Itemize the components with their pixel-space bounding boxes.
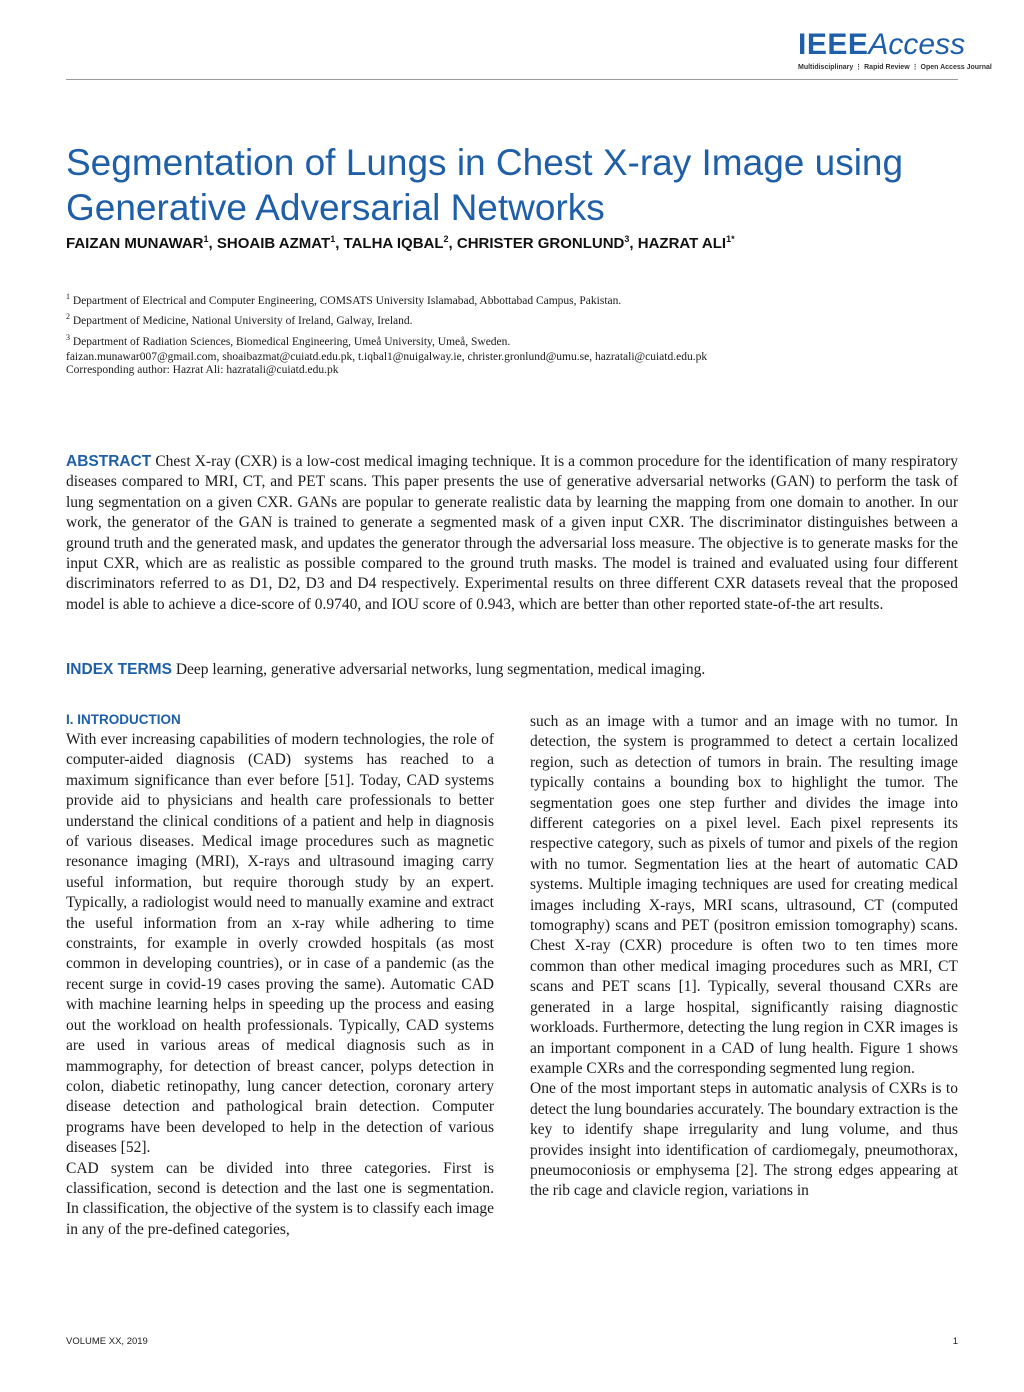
body-paragraph: With ever increasing capabilities of modern technologies, the role of computer-aided diagnosis (CAD) systems has reached to a maximum significance than ever before [51]. Today, CAD systems provide aid to physicians and health care professionals to better understand the clinical conditions of a patient and help in diagnosis of various diseases. Medical image procedures such as magnetic resonance imaging (MRI), X-rays and ultrasound imaging carry useful information, but require thorough study by an expert. Typically, a radiologist would need to manually examine and extract the useful information from an x-ray while adhering to time constraints, for example in overly crowded hospitals (as most common in developing countries), or in case of a pandemic (as the recent surge in covid-19 cases proving the same). Automatic CAD with machine learning helps in speeding up the process and easing out the workload on health professionals. Typically, CAD systems are used in various areas of medical diagnosis such as in mammography, for detection of breast cancer, polyps detection in colon, diabetic retinopathy, lung cancer detection, coronary artery disease detection and pathological brain detection. Computer programs have been developed to help in the detection of various diseases [52].: [66, 731, 494, 1157]
author-name: TALHA IQBAL: [343, 235, 444, 252]
author-affiliation-mark: 1: [330, 234, 336, 244]
author-name: SHOAIB AZMAT: [216, 235, 331, 252]
author-affiliation-mark: 1: [203, 234, 209, 244]
section-heading: I. INTRODUCTION: [66, 712, 181, 727]
body-paragraph: CAD system can be divided into three categories. First is classification, second is detection and the last one is segmentation. In classification, the objective of the system is to classify each image in any of the pre-defined categories,: [66, 1159, 494, 1238]
body-column-right: [530, 712, 958, 1202]
affiliations: [66, 289, 966, 365]
abstract: [66, 452, 958, 615]
body-column-left: [66, 710, 494, 1240]
affiliation-line: $^2$ Department of Medicine, National University of Ireland, Galway, Ireland.: [66, 312, 413, 328]
author-name: HAZRAT ALI: [637, 235, 727, 252]
author-affiliation-mark: 1*: [726, 234, 735, 244]
author-name: CHRISTER GRONLUND: [456, 235, 625, 252]
journal-tagline: Multidisciplinary ⋮ Rapid Review ⋮ Open Access Journal: [798, 64, 992, 71]
journal-logo-wordmark: IEEEAccess: [798, 28, 966, 61]
author-name: FAIZAN MUNAWAR: [66, 235, 204, 252]
affiliation-line: $^1$ Department of Electrical and Computer Engineering, COMSATS University Islamabad, Abbottabad Campus, Pakistan.: [66, 292, 622, 307]
corresponding-author: Corresponding author: Hazrat Ali: hazratali@cuiatd.edu.pk: [66, 364, 339, 376]
header-divider: [66, 79, 958, 80]
index-terms-text: Deep learning, generative adversarial networks, lung segmentation, medical imaging.: [175, 661, 706, 678]
paper-title: Segmentation of Lungs in Chest X-ray Image using Generative Adversarial Networks: [66, 142, 904, 228]
page-number: 1: [952, 1336, 958, 1347]
index-terms: [66, 660, 958, 680]
footer-volume: VOLUME XX, 2019: [66, 1336, 148, 1347]
author-affiliation-mark: 3: [624, 234, 630, 244]
author-list: FAIZAN MUNAWAR$^1$, SHOAIB AZMAT$^1$, TALHA IQBAL$^2$, CHRISTER GRONLUND$^3$, HAZRAT $ALI^{1*}$: [66, 234, 735, 252]
affiliation-line: $^3$ Department of Radiation Sciences, Biomedical Engineering, Umeå University, Umeå, Sweden.: [66, 332, 511, 348]
abstract-label: ABSTRACT: [66, 453, 152, 470]
journal-logo: [798, 28, 992, 71]
abstract-text: Chest X-ray (CXR) is a low-cost medical imaging technique. It is a common procedure for the identification of many respiratory diseases compared to MRI, CT, and PET scans. This paper presents the use of generative adversarial networks (GAN) to perform the task of lung segmentation on a given CXR. GANs are popular to generate realistic data by learning the mapping from one domain to another. In our work, the generator of the GAN is trained to generate a segmented mask of a given input CXR. The discriminator distinguishes between a ground truth and the generated mask, and updates the generator through the adversarial loss measure. The objective is to generate masks for the input CXR, which are as realistic as possible compared to the ground truth masks. The model is trained and evaluated using four different discriminators referred to as D1, D2, D3 and D4 respectively. Experimental results on three different CXR datasets reveal that the proposed model is able to achieve a dice-score of 0.9740, and IOU score of 0.943, which are better than other reported state-of-the art results.: [66, 453, 958, 613]
body-paragraph: such as an image with a tumor and an image with no tumor. In detection, the system is programmed to detect a certain localized region, such as detection of tumors in brain. The resulting image typically contains a bounding box to highlight the tumor. The segmentation goes one step further and divides the image into different categories on a pixel level. Each pixel represents its respective category, such as pixels of tumor and pixels of the region with no tumor. Segmentation lies at the heart of automatic CAD systems. Multiple imaging techniques are used for creating medical images including X-rays, MRI scans, ultrasound, CT (computed tomography) scans and PET (positron emission tomography) scans. Chest X-ray (CXR) procedure is often two to ten times more common than other medical imaging procedures such as MRI, CT scans and PET scans [1]. Typically, several thousand CXRs are generated in a large hospital, significantly raising diagnostic workloads. Furthermore, detecting the lung region in CXR images is an important component in a CAD of lung health. Figure 1 shows example CXRs and the corresponding segmented lung region.: [530, 713, 958, 1077]
author-emails: faizan.munawar007@gmail.com, shoaibazmat@cuiatd.edu.pk, t.iqbal1@nuigalway.ie, christer.gronlund@umu.se, hazratali@cuiatd.edu.pk: [66, 350, 708, 363]
index-terms-label: INDEX TERMS: [66, 661, 172, 678]
body-paragraph: One of the most important steps in automatic analysis of CXRs is to detect the lung boundaries accurately. The boundary extraction is the key to identify shape irregularity and lung volume, and thus provides insight into identification of cardiomegaly, pneumothorax, pneumoconiosis or emphysema [2]. The strong edges appearing at the rib cage and clavicle region, variations in: [530, 1080, 958, 1200]
author-affiliation-mark: 2: [443, 234, 449, 244]
